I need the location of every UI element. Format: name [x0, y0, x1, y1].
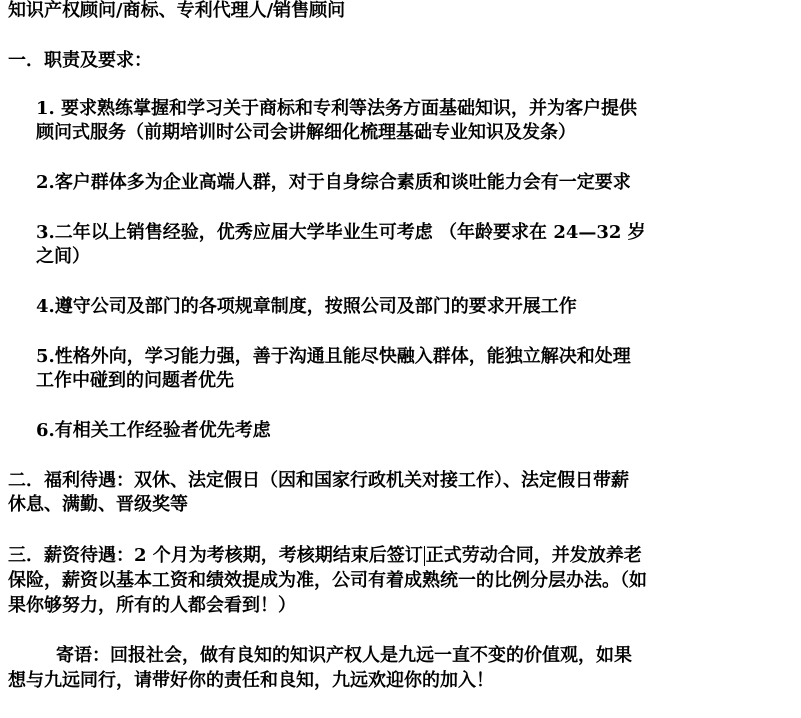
- item1-line2: 顾问式服务（前期培训时公司会讲解细化梳理基础专业知识及发条）: [36, 122, 576, 143]
- item2-line1: 2.客户群体多为企业高端人群，对于自身综合素质和谈吐能力会有一定要求: [36, 172, 631, 193]
- item3-line2: 之间）: [36, 246, 90, 267]
- closing-line2: 想与九远同行，请带好你的责任和良知，九远欢迎你的加入！: [8, 670, 494, 691]
- item6-line1: 6.有相关工作经验者优先考虑: [36, 420, 271, 441]
- section3-line1-after: 正式劳动合同，并发放养老: [425, 545, 642, 566]
- item4-line1: 4.遵守公司及部门的各项规章制度，按照公司及部门的要求开展工作: [36, 296, 577, 317]
- section3-line1-before: 三．薪资待遇：2 个月为考核期，考核期结束后签订: [8, 545, 423, 566]
- section1-heading: 一．职责及要求：: [8, 50, 152, 71]
- section3-line2: 保险，薪资以基本工资和绩效提成为准，公司有着成熟统一的比例分层办法。（如: [8, 570, 647, 591]
- item5-line1: 5.性格外向，学习能力强，善于沟通且能尽快融入群体，能独立解决和处理: [36, 346, 631, 367]
- section3-line1: [8, 545, 642, 567]
- section2-line2: 休息、满勤、晋级奖等: [8, 494, 188, 515]
- text-cursor-caret: [424, 546, 425, 566]
- item3-line1: 3.二年以上销售经验，优秀应届大学毕业生可考虑 （年龄要求在 24—32 岁: [36, 222, 646, 243]
- section3-line3: 果你够努力，所有的人都会看到！）: [8, 595, 296, 616]
- document-title: 知识产权顾问/商标、专利代理人/销售顾问: [8, 0, 346, 21]
- closing-line1: 寄语：回报社会，做有良知的知识产权人是九远一直不变的价值观，如果: [56, 645, 632, 666]
- item1-line1: 1. 要求熟练掌握和学习关于商标和专利等法务方面基础知识，并为客户提供: [36, 98, 638, 119]
- section2-line1: 二．福利待遇：双休、法定假日（因和国家行政机关对接工作）、法定假日带薪: [8, 470, 629, 491]
- item5-line2: 工作中碰到的问题者优先: [36, 370, 234, 391]
